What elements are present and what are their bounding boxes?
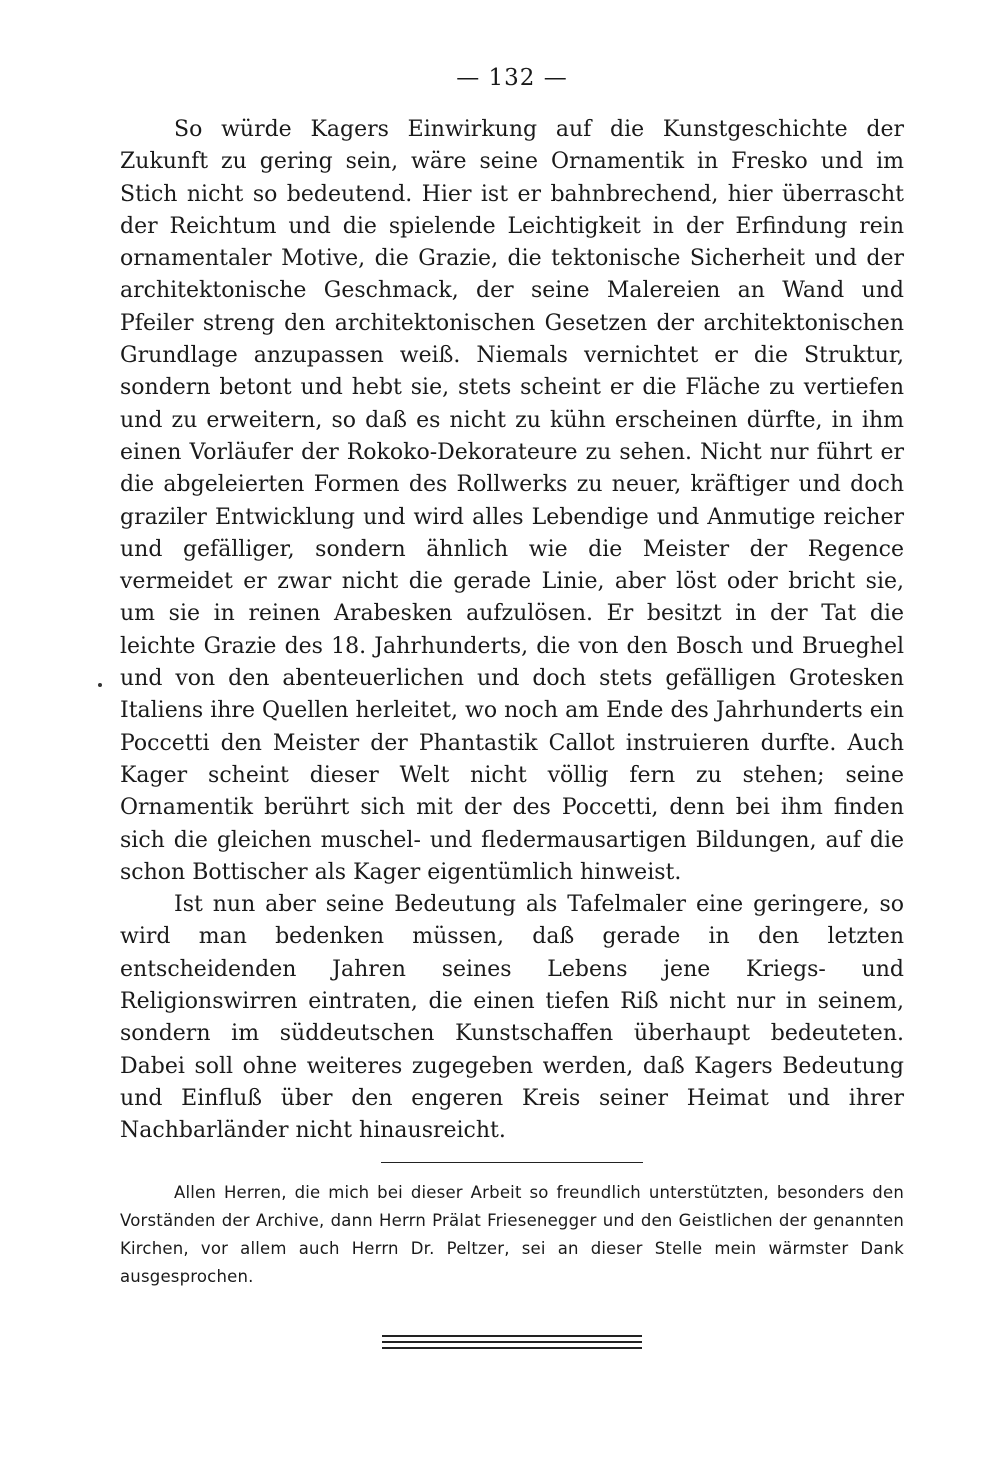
end-rule-line-1 bbox=[382, 1335, 642, 1337]
end-rule-line-2 bbox=[382, 1341, 642, 1343]
page-number: — 132 — bbox=[456, 65, 568, 91]
end-rule-line-3 bbox=[382, 1347, 642, 1349]
paragraph-2: Ist nun aber seine Bedeutung als Tafelmaler eine geringere, so wird man bedenken müssen, daß gerade in den letzten entscheidenden Jahren seines Lebens jene Kriegs- und Religionswirren eintraten, die einen tiefen Riß nicht nur in seinem, sondern im süddeutschen Kunstschaffen überhaupt bedeuteten. Dabei soll ohne weiteres zugegeben werden, daß Kagers Bedeutung und Einfluß über den engeren Kreis seiner Heimat und ihrer Nachbarländer nicht hinausreicht. bbox=[120, 892, 904, 1144]
book-page bbox=[120, 58, 904, 1353]
main-text bbox=[120, 114, 904, 1148]
footnote: Allen Herren, die mich bei dieser Arbeit so freundlich unterstützten, besonders den Vorständen der Archive, dann Herrn Prälat Friesenegger und den Geistlichen der genannten Kirchen, vor allem auch Herrn Dr. Peltzer, sei an dieser Stelle mein wärmster Dank ausgesprochen. bbox=[120, 1182, 904, 1286]
end-rule bbox=[382, 1335, 642, 1349]
margin-mark bbox=[98, 683, 102, 687]
footnote-divider bbox=[381, 1162, 643, 1163]
paragraph-1: So würde Kagers Einwirkung auf die Kunstgeschichte der Zukunft zu gering sein, wäre seine Ornamentik in Fresko und im Stich nicht so bedeutend. Hier ist er bahnbrechend, hier überrascht der Reichtum und die spielende Leichtigkeit in der Erfindung rein ornamentaler Motive, die Grazie, die tektonische Sicherheit und der architektonische Geschmack, der seine Malereien an Wand und Pfeiler streng den architektonischen Gesetzen der architektonischen Grundlage anzupassen weiß. Niemals vernichtet er die Struktur, sondern betont und hebt sie, stets scheint er die Fläche zu vertiefen und zu erweitern, so daß es nicht zu kühn erscheinen dürfte, in ihm einen Vorläufer der Rokoko-Dekorateure zu sehen. Nicht nur führt er die abgeleierten Formen des Rollwerks zu neuer, kräftiger und doch graziler Entwicklung und wird alles Lebendige und Anmutige reicher und gefälliger, sondern ähnlich wie die Meister der Regence vermeidet er zwar nicht die gerade Linie, aber löst oder bricht sie, um sie in reinen Arabesken aufzulösen. Er besitzt in der Tat die leichte Grazie des 18. Jahrhunderts, die von den Bosch und Brueghel und von den abenteuerlichen und doch stets gefälligen Grotesken Italiens ihre Quellen herleitet, wo noch am Ende des Jahrhunderts ein Poccetti den Meister der Phantastik Callot instruieren durfte. Auch Kager scheint dieser Welt nicht völlig fern zu stehen; seine Ornamentik berührt sich mit der des Poccetti, denn bei ihm finden sich die gleichen muschel- und fledermausartigen Bildungen, auf die schon Bottischer als Kager eigentümlich hinweist. bbox=[120, 117, 904, 885]
